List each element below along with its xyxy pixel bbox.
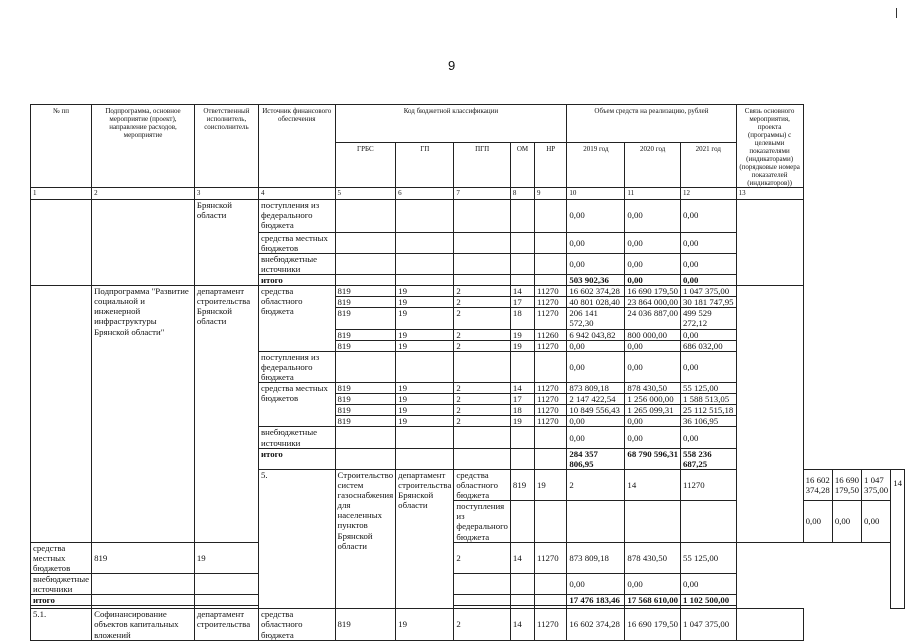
value-2019: 40 801 028,40: [567, 297, 625, 308]
colnum: 8: [510, 188, 534, 199]
responsible-cell: департамент строительства Брянской области: [194, 286, 258, 543]
value-2021: 0,00: [681, 427, 737, 448]
source-cell: средства областного бюджета: [454, 469, 511, 500]
indicator-link: 14: [891, 469, 905, 608]
source-cell: итого: [31, 595, 92, 606]
value-2021: 55 125,00: [681, 383, 737, 394]
source-cell: внебюджетные источники: [258, 253, 335, 274]
colnum: 11: [625, 188, 681, 199]
value-2021: 0,00: [681, 274, 737, 285]
source-cell: поступления из федерального бюджета: [258, 199, 335, 232]
program-cell: Строительство систем газоснабжения для населенных пунктов Брянской области: [335, 469, 396, 608]
hdr-grbs: ГРБС: [335, 143, 396, 188]
value-2020: 0,00: [625, 274, 681, 285]
value-2021: 0,00: [681, 351, 737, 382]
colnum: 13: [736, 188, 803, 199]
responsible-cell: департамент строительства Брянской области: [396, 469, 454, 608]
value-2019: 6 942 043,82: [567, 329, 625, 340]
source-cell: итого: [258, 274, 335, 285]
table-row: 819 19 2 18 11270 10 849 556,43 1 265 099,31 25 112 515,18: [31, 405, 905, 416]
value-2020: 0,00: [625, 232, 681, 253]
hdr-np: НР: [535, 143, 567, 188]
value-2019: 0,00: [567, 427, 625, 448]
source-cell: внебюджетные источники: [258, 427, 335, 448]
value-2021: 1 047 375,00: [862, 469, 891, 500]
value-2019: 17 476 183,46: [567, 595, 625, 606]
value-2020: 0,00: [625, 574, 681, 595]
program-cell: Подпрограмма "Развитие социальной и инженерной инфраструктуры Брянской области": [92, 286, 195, 543]
value-2021: 0,00: [681, 574, 737, 595]
value-2021: 1 102 500,00: [681, 595, 737, 606]
value-2019: 0,00: [567, 199, 625, 232]
value-2019: 16 602 374,28: [567, 609, 625, 640]
value-2019: 873 809,18: [567, 542, 625, 573]
hdr-2020: 2020 год: [625, 143, 681, 188]
source-cell: средства областного бюджета: [258, 286, 335, 352]
value-2020: 1 265 099,31: [625, 405, 681, 416]
colnum: 10: [567, 188, 625, 199]
value-2021: 686 032,00: [681, 340, 737, 351]
value-2019: 0,00: [567, 351, 625, 382]
hdr-program: Подпрограмма, основное мероприятие (проект), направление расходов, мероприятие: [92, 105, 195, 188]
source-cell: итого: [258, 448, 335, 469]
table-row: [31, 199, 905, 232]
value-2021: 1 047 375,00: [681, 609, 737, 640]
hdr-2021: 2021 год: [681, 143, 737, 188]
table-row: 819 19 2 19 11270 0,00 0,00 686 032,00: [31, 340, 905, 351]
item-number: 5.: [258, 469, 335, 608]
source-cell: средства областного бюджета: [258, 609, 335, 640]
value-2021: 30 181 747,95: [681, 297, 737, 308]
value-2021: 558 236 687,25: [681, 448, 737, 469]
value-2019: 10 849 556,43: [567, 405, 625, 416]
item-number: 5.1.: [31, 609, 92, 640]
value-2019: 0,00: [567, 253, 625, 274]
value-2019: 206 141 572,30: [567, 308, 625, 329]
value-2020: 0,00: [832, 501, 861, 542]
colnum: 7: [454, 188, 511, 199]
value-2019: 284 357 806,95: [567, 448, 625, 469]
value-2019: 503 902,36: [567, 274, 625, 285]
value-2020: 0,00: [625, 253, 681, 274]
value-2021: 499 529 272,12: [681, 308, 737, 329]
value-2019: 0,00: [567, 340, 625, 351]
hdr-volume: Объем средств на реализацию, рублей: [567, 105, 736, 143]
value-2021: 0,00: [862, 501, 891, 542]
value-2019: 16 602 374,28: [803, 469, 832, 500]
value-2021: 0,00: [681, 253, 737, 274]
colnum: 9: [535, 188, 567, 199]
value-2021: 36 106,95: [681, 416, 737, 427]
table-row: 819 19 2 19 11260 6 942 043,82 800 000,00 0,00: [31, 329, 905, 340]
table-row: средства местных бюджетов 819 19 2 14 11270 873 809,18 878 430,50 55 125,00: [31, 383, 905, 394]
value-2019: 873 809,18: [567, 383, 625, 394]
table-row: 5.1. Софинансирование объектов капитальных вложений департамент строительства средства областного бюджета 819 19 2 14 11270 16 602 374,28 16 690 179,50 1 047 375,00: [31, 609, 905, 640]
value-2020: 68 790 596,31: [625, 448, 681, 469]
value-2020: 16 690 179,50: [832, 469, 861, 500]
table-row: 819 19 2 17 11270 2 147 422,54 1 256 000,00 1 588 513,05: [31, 394, 905, 405]
value-2020: 17 568 610,00: [625, 595, 681, 606]
value-2020: 878 430,50: [625, 383, 681, 394]
hdr-budget-code: Код бюджетной классификации: [335, 105, 567, 143]
value-2021: 0,00: [681, 329, 737, 340]
value-2020: 0,00: [625, 340, 681, 351]
hdr-num: № пп: [31, 105, 92, 188]
value-2020: 23 864 000,00: [625, 297, 681, 308]
budget-table: [30, 104, 905, 641]
hdr-om: ОМ: [510, 143, 534, 188]
colnum: 12: [681, 188, 737, 199]
value-2019: 0,00: [567, 574, 625, 595]
value-2020: 0,00: [625, 416, 681, 427]
colnum: 3: [194, 188, 258, 199]
value-2020: 878 430,50: [625, 542, 681, 573]
source-cell: средства местных бюджетов: [258, 383, 335, 427]
hdr-responsible: Ответственный исполнитель, соисполнитель: [194, 105, 258, 188]
value-2021: 25 112 515,18: [681, 405, 737, 416]
hdr-2019: 2019 год: [567, 143, 625, 188]
colnum: 1: [31, 188, 92, 199]
table-row: Подпрограмма "Развитие социальной и инженерной инфраструктуры Брянской области" департамент строительства Брянской области средства областного бюджета 819 19 2 14 11270 16 602 374,28 16 690 179,50 1 047 375,00: [31, 286, 905, 297]
table-row: [31, 574, 905, 595]
value-2019: 0,00: [567, 232, 625, 253]
value-2021: 1 588 513,05: [681, 394, 737, 405]
source-cell: внебюджетные источники: [31, 574, 92, 595]
colnum: 6: [396, 188, 454, 199]
colnum: 5: [335, 188, 396, 199]
value-2020: 24 036 887,00: [625, 308, 681, 329]
value-2020: 0,00: [625, 427, 681, 448]
source-cell: поступления из федерального бюджета: [258, 351, 335, 382]
value-2019: 0,00: [567, 416, 625, 427]
value-2020: 1 256 000,00: [625, 394, 681, 405]
table-row: 5. Строительство систем газоснабжения для населенных пунктов Брянской области департамент строительства Брянской области средства областного бюджета 819 19 2 14 11270 16 602 374,28 16 690 179,50 1 047 375,00 14: [31, 469, 905, 500]
hdr-link: Связь основного мероприятия, проекта (программы) с целевыми показателями (индикаторами) (порядковые номера показателей (индикаторов)): [736, 105, 803, 188]
responsible-cell: Брянской области: [194, 199, 258, 286]
table-row: 819 19 2 17 11270 40 801 028,40 23 864 000,00 30 181 747,95: [31, 297, 905, 308]
value-2021: 0,00: [681, 232, 737, 253]
value-2020: 16 690 179,50: [625, 609, 681, 640]
hdr-gp: ГП: [396, 143, 454, 188]
table-row: 819 19 2 18 11270 206 141 572,30 24 036 887,00 499 529 272,12: [31, 308, 905, 329]
value-2020: 0,00: [625, 351, 681, 382]
value-2019: 2 147 422,54: [567, 394, 625, 405]
value-2021: 55 125,00: [681, 542, 737, 573]
responsible-cell: департамент строительства: [194, 609, 258, 640]
table-row: средства местных бюджетов 819 19 2 14 11270 873 809,18 878 430,50 55 125,00: [31, 542, 905, 573]
value-2019: 0,00: [803, 501, 832, 542]
value-2021: 1 047 375,00: [681, 286, 737, 297]
hdr-source: Источник финансового обеспечения: [258, 105, 335, 188]
value-2020: 0,00: [625, 199, 681, 232]
value-2021: 0,00: [681, 199, 737, 232]
page-number: 9: [448, 58, 456, 73]
source-cell: средства местных бюджетов: [31, 542, 92, 573]
source-cell: средства местных бюджетов: [258, 232, 335, 253]
program-cell: Софинансирование объектов капитальных вложений: [92, 609, 195, 640]
colnum: 2: [92, 188, 195, 199]
value-2020: 800 000,00: [625, 329, 681, 340]
page-edge-mark: [896, 8, 897, 18]
table-row: 819 19 2 19 11270 0,00 0,00 36 106,95: [31, 416, 905, 427]
total-row: [31, 595, 905, 606]
value-2019: 16 602 374,28: [567, 286, 625, 297]
value-2020: 16 690 179,50: [625, 286, 681, 297]
colnum: 4: [258, 188, 335, 199]
source-cell: поступления из федерального бюджета: [454, 501, 511, 542]
hdr-pgp: ПГП: [454, 143, 511, 188]
